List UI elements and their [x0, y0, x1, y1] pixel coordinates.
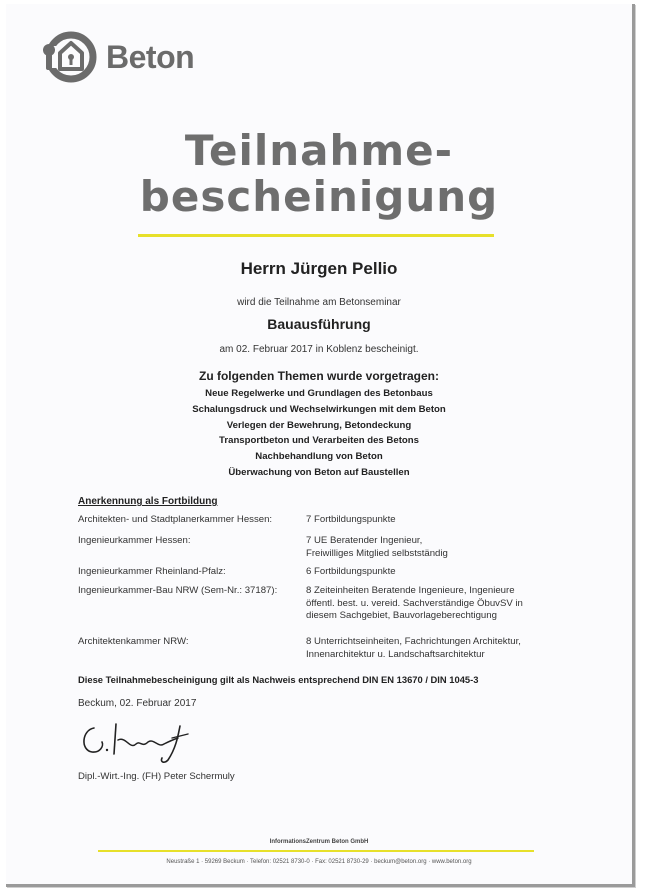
beton-logo — [36, 26, 194, 88]
recipient-name: Herrn Jürgen Pellio — [240, 259, 398, 278]
recognition-institution: Ingenieurkammer-Bau NRW (Sem-Nr.: 37187): — [78, 585, 278, 596]
intro-text: wird die Teilnahme am Betonseminar — [237, 297, 401, 308]
recognition-value — [306, 566, 568, 579]
place-date: Beckum, 02. Februar 2017 — [78, 698, 197, 709]
recognition-value-line: 8 Zeiteinheiten Beratende Ingenieure, Ingenieure — [306, 585, 515, 596]
footer-divider — [98, 850, 534, 852]
house-keyhole-icon — [36, 26, 98, 88]
seminar-title: Bauausführung — [267, 316, 371, 332]
recognition-value — [306, 514, 568, 527]
handwritten-signature — [78, 720, 198, 766]
theme-item: Verlegen der Bewehrung, Betondeckung — [226, 419, 412, 431]
title-line-2: bescheinigung — [139, 172, 499, 221]
title-underline — [138, 234, 494, 237]
recognition-institution: Architektenkammer NRW: — [78, 636, 189, 647]
recognition-value-line: 6 Fortbildungspunkte — [306, 566, 396, 577]
footer-address: Neustraße 1 · 59269 Beckum · Telefon: 02521 8730-0 · Fax: 02521 8730-29 · beckum@beton.org · www.beton.org — [166, 859, 472, 865]
footer-organization: InformationsZentrum Beton GmbH — [269, 839, 369, 845]
theme-item: Neue Regelwerke und Grundlagen des Betonbaus — [205, 388, 433, 399]
title-line-1: Teilnahme- — [184, 126, 454, 175]
recognition-value-line: Innenarchitektur u. Landschaftsarchitektur — [306, 648, 485, 660]
recognition-institution: Ingenieurkammer Rheinland-Pfalz: — [78, 566, 226, 577]
recognition-value — [306, 535, 568, 560]
document-title — [6, 128, 632, 220]
date-place-text: am 02. Februar 2017 in Koblenz bescheinigt. — [219, 344, 419, 355]
recognition-value-line: 7 UE Beratender Ingenieur, — [306, 535, 423, 546]
theme-item: Transportbeton und Verarbeiten des Betons — [219, 435, 419, 447]
recognition-heading: Anerkennung als Fortbildung — [78, 496, 218, 507]
recognition-institution: Ingenieurkammer Hessen: — [78, 535, 191, 546]
theme-item: Schalungsdruck und Wechselwirkungen mit dem Beton — [192, 403, 446, 415]
themes-list — [6, 386, 632, 481]
recognition-institution: Architekten- und Stadtplanerkammer Hessen: — [78, 514, 273, 525]
recognition-value-line: 8 Unterrichtseinheiten, Fachrichtungen Architektur, — [306, 636, 521, 647]
signer-name: Dipl.-Wirt.-Ing. (FH) Peter Schermuly — [78, 771, 235, 782]
themes-heading: Zu folgenden Themen wurde vorgetragen: — [198, 369, 440, 383]
theme-item: Überwachung von Beton auf Baustellen — [228, 466, 410, 478]
recognition-value-line: öffentl. best. u. vereid. Sachverständige ÖbuvSV in — [306, 597, 523, 609]
recognition-value-line: diesem Sachgebiet, Bauvorlageberechtigung — [306, 610, 497, 621]
recognition-value-line: 7 Fortbildungspunkte — [306, 514, 396, 525]
brand-name: Beton — [106, 38, 195, 75]
recognition-value-line: Freiwilliges Mitglied selbstständig — [306, 547, 448, 559]
theme-item: Nachbehandlung von Beton — [255, 451, 383, 463]
recognition-value — [306, 585, 568, 623]
recognition-value — [306, 636, 568, 661]
nachweis-text: Diese Teilnahmebescheinigung gilt als Nachweis entsprechend DIN EN 13670 / DIN 1045-3 — [78, 674, 479, 685]
certificate-page — [6, 4, 635, 887]
